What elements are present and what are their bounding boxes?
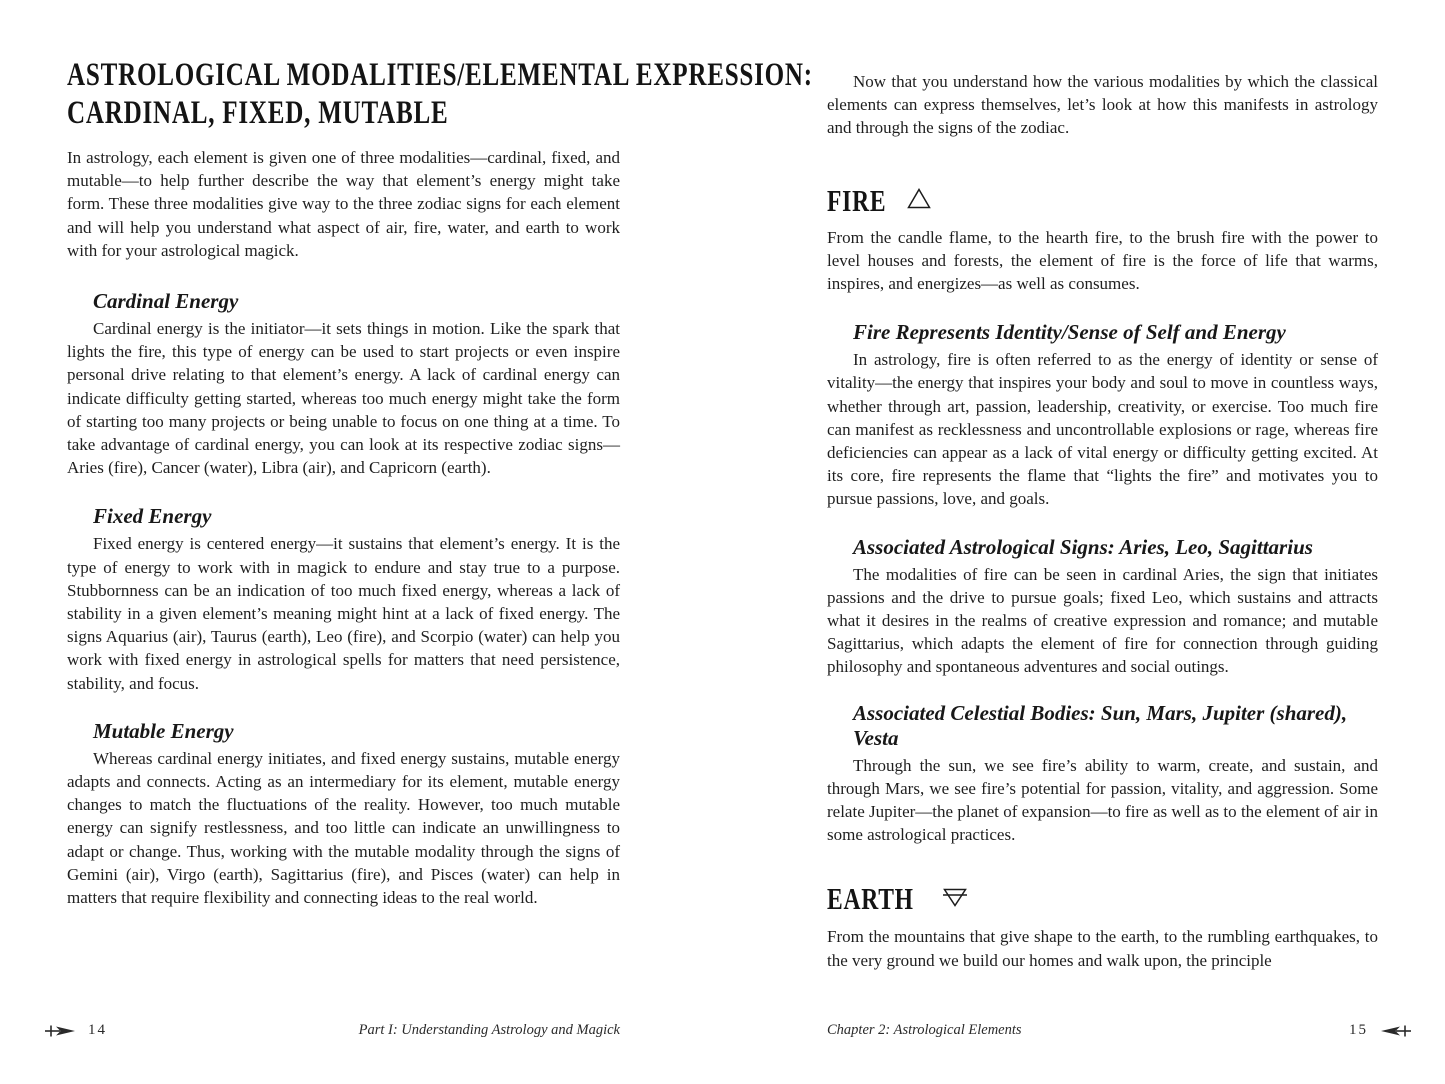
section-heading-fixed-energy: Fixed Energy [93, 504, 212, 529]
right-footer-pagenum-group [1349, 1022, 1412, 1039]
earth-section-heading-row [827, 882, 1378, 916]
right-page [827, 0, 1378, 972]
fire-sub-body-signs: The modalities of fire can be seen in cardinal Aries, the sign that initiates passions and the drive to pursue goals; fixed Leo, which sustains and attracts what it desires in the realms of creative expression and romance; and mutable Sagittarius, which adapts the element of fire for connection through guiding philosophy and spontaneous adventures and social outings. [827, 564, 1378, 677]
earth-lede-paragraph: From the mountains that give shape to the earth, to the rumbling earthquakes, to the very ground we build our homes and walk upon, the principle [827, 927, 1378, 970]
section-heading-mutable-energy: Mutable Energy [93, 718, 234, 743]
fire-sub-heading-signs: Associated Astrological Signs: Aries, Leo, Sagittarius [853, 534, 1313, 559]
fire-sub-heading-identity: Fire Represents Identity/Sense of Self and Energy [853, 320, 1286, 345]
part-title-footer: Part I: Understanding Astrology and Magick [358, 1022, 620, 1038]
page-title-line2: CARDINAL, FIXED, MUTABLE [67, 95, 449, 131]
fire-triangle-icon [907, 188, 931, 209]
left-page [67, 0, 813, 909]
fire-sub-body-identity: In astrology, fire is often referred to as the energy of identity or sense of vitality—the energy that inspires your body and soul to move in countless ways, whether through art, passion, leadership, creativity, or exercise. Too much fire can manifest as recklessness and uncontrollable explosions or rage, whereas fire deficiencies can appear as a lack of vital energy or difficulty getting excited. At its core, fire represents the flame that “lights the fire” and motivates you to pursue passions, love, and goals. [827, 350, 1378, 509]
section-body-cardinal-energy: Cardinal energy is the initiator—it sets things in motion. Like the spark that lights the fire, this type of energy can be used to start projects or even inspire personal drive relating to that element’s energy. A lack of cardinal energy can indicate difficulty getting started, whereas too much energy might take the form of starting too many projects or being unable to focus on one thing at a time. To take advantage of cardinal energy, you can look at its respective zodiac signs—Aries (fire), Cancer (water), Libra (air), and Capricorn (earth). [67, 319, 620, 478]
left-page-number: 14 [88, 1022, 107, 1038]
chapter-title-footer: Chapter 2: Astrological Elements [827, 1022, 1022, 1038]
intro-paragraph: In astrology, each element is given one of three modalities—cardinal, fixed, and mutable—to help further describe the way that element’s energy might take form. These three modalities give way to the three zodiac signs for each element and will help you understand what aspect of air, fire, water, and earth to work with for your astrological magick. [67, 148, 620, 260]
earth-heading: EARTH [827, 881, 914, 917]
fire-lede-paragraph: From the candle flame, to the hearth fire, to the brush fire with the power to level houses and forests, the element of fire is the force of life that warms, inspires, and energizes—as well as consumes. [827, 227, 1378, 294]
continuation-paragraph: Now that you understand how the various modalities by which the classical elements can express themselves, let’s look at how this manifests in astrology and through the signs of the zodiac. [827, 72, 1378, 138]
fire-heading: FIRE [827, 182, 887, 218]
fire-sub-heading-celestial-bodies: Associated Celestial Bodies: Sun, Mars, Jupiter (shared), Vesta [853, 700, 1348, 750]
fire-sub-body-celestial-bodies: Through the sun, we see fire’s ability to warm, create, and sustain, and through Mars, we see fire’s potential for passion, vitality, and aggression. Some relate Jupiter—the planet of expansion—to fire as well as to the element of air in some astrological practices. [827, 755, 1378, 845]
section-body-fixed-energy: Fixed energy is centered energy—it sustains that element’s energy. It is the type of energy to work with in magick to endure and stay true to a purpose. Stubbornness can be an indication of too much fixed energy, whereas a lack of stability in a given element’s meaning might hint at a lack of fixed energy. The signs Aquarius (air), Taurus (earth), Leo (fire), and Scorpio (water) can help you work with fixed energy in astrological spells for matters that need persistence, stability, and focus. [67, 534, 620, 693]
arrow-left-ornament-icon [1380, 1024, 1412, 1038]
right-page-number: 15 [1349, 1022, 1368, 1038]
section-body-mutable-energy: Whereas cardinal energy initiates, and fixed energy sustains, mutable energy adapts and connects. Acting as an intermediary for its element, mutable energy changes to match the fluctuations of the reality. However, too much mutable energy can signify restlessness, and too little can indicate an unwillingness to adapt or change. Thus, working with the mutable modality through the signs of Gemini (air), Virgo (earth), Sagittarius (fire), and Pisces (water) can help in matters that require flexibility and connecting ideas to the real world. [67, 748, 620, 908]
section-heading-cardinal-energy: Cardinal Energy [93, 289, 239, 314]
fire-section-heading-row [827, 184, 1378, 218]
page-title-line1: ASTROLOGICAL MODALITIES/ELEMENTAL EXPRESSION: [67, 57, 813, 93]
earth-triangle-icon [943, 886, 967, 907]
page-title [67, 56, 813, 132]
